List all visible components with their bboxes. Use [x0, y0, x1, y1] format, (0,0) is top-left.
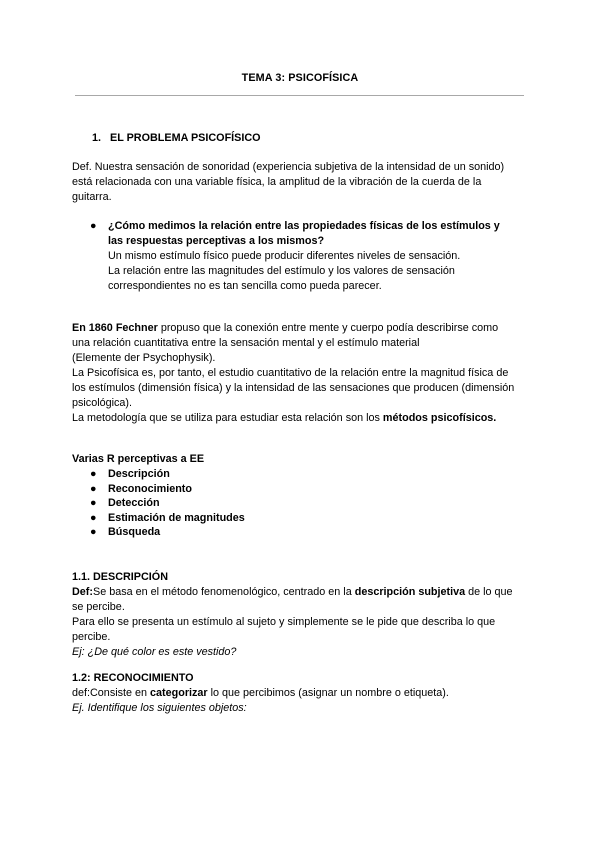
question-text: [108, 219, 528, 294]
list-item: [90, 525, 245, 540]
document-title: TEMA 3: PSICOFÍSICA: [241, 72, 359, 84]
section-1-1-line: se percibe.: [72, 601, 125, 613]
list-item: [90, 496, 245, 511]
definition-line: guitarra.: [72, 191, 112, 203]
section-1-number: 1.: [92, 132, 102, 144]
question-explanation-line: La relación entre las magnitudes del estímulo y los valores de sensación: [108, 265, 455, 277]
question-bullet-item: [90, 219, 530, 297]
fechner-line: [72, 321, 532, 336]
section-1-1-line: Para ello se presenta un estímulo al sujeto y simplemente se le pide que describa lo que: [72, 616, 496, 628]
section-1-2: [72, 671, 532, 716]
bullet-icon: ●: [90, 511, 97, 524]
horizontal-rule: [75, 95, 524, 96]
example-line: Ej. Identifique los siguientes objetos:: [72, 702, 247, 714]
list-item: [90, 467, 245, 482]
question-line: ¿Cómo medimos la relación entre las propiedades físicas de los estímulos y: [108, 220, 500, 232]
list-item-label: Estimación de magnitudes: [108, 511, 245, 524]
section-1-2-line: [72, 686, 532, 701]
section-1-1-heading: 1.1. DESCRIPCIÓN: [72, 571, 168, 583]
definition-line: Def. Nuestra sensación de sonoridad (experiencia subjetiva de la intensidad de un sonido): [72, 161, 505, 173]
fechner-line: los estímulos (dimensión física) y la intensidad de las sensaciones que producen (dimensión: [72, 382, 515, 394]
text-run: Se basa en el método fenomenológico, centrado en la: [93, 586, 355, 598]
section-1-2-heading: 1.2: RECONOCIMIENTO: [72, 672, 194, 684]
question-explanation-line: Un mismo estímulo físico puede producir diferentes niveles de sensación.: [108, 250, 461, 262]
example-line: Ej: ¿De qué color es este vestido?: [72, 646, 237, 658]
list-item: [90, 482, 245, 497]
list-item-label: Descripción: [108, 468, 170, 480]
section-1-title: EL PROBLEMA PSICOFÍSICO: [110, 132, 261, 144]
list-item-label: Detección: [108, 497, 160, 510]
section-1-1-line: [72, 585, 532, 600]
bold-term: descripción subjetiva: [354, 586, 466, 598]
fechner-bold-lead: En 1860 Fechner: [72, 322, 158, 334]
responses-heading: Varias R perceptivas a EE: [72, 453, 205, 465]
responses-list: [90, 467, 245, 540]
fechner-line: psicológica).: [72, 397, 133, 409]
bullet-icon: ●: [90, 220, 97, 232]
fechner-bold-term: métodos psicofísicos.: [382, 412, 497, 424]
list-item: [90, 511, 245, 526]
section-1-heading: [92, 132, 261, 144]
fechner-line: La Psicofísica es, por tanto, el estudio cuantitativo de la relación entre la magnitud física de: [72, 367, 509, 379]
list-item-label: Búsqueda: [108, 526, 161, 539]
section-1-1: [72, 570, 532, 660]
bullet-icon: ●: [90, 497, 97, 510]
def-label: Def:: [72, 586, 93, 598]
fechner-line: [72, 411, 532, 426]
bullet-icon: ●: [90, 526, 97, 539]
list-item-label: Reconocimiento: [108, 482, 192, 495]
bullet-icon: ●: [90, 482, 97, 495]
definition-paragraph: [72, 160, 532, 205]
text-run: de lo que: [465, 586, 513, 598]
fechner-line: (Elemente der Psychophysik).: [72, 352, 216, 364]
fechner-line-start: La metodología que se utiliza para estudiar esta relación son los: [72, 412, 383, 424]
text-run: lo que percibimos (asignar un nombre o etiqueta).: [207, 687, 449, 699]
fechner-line-rest: propuso que la conexión entre mente y cuerpo podía describirse como: [157, 322, 499, 334]
bullet-icon: ●: [90, 468, 97, 480]
bold-term: categorizar: [150, 687, 208, 699]
question-line: las respuestas perceptivas a los mismos?: [108, 235, 325, 247]
fechner-line: una relación cuantitativa entre la sensación mental y el estímulo material: [72, 337, 420, 349]
question-explanation-line: correspondientes no es tan sencilla como pueda parecer.: [108, 280, 382, 292]
fechner-paragraph: [72, 321, 532, 426]
section-1-1-line: percibe.: [72, 631, 111, 643]
text-run: def:Consiste en: [72, 687, 151, 699]
definition-line: está relacionada con una variable física, la amplitud de la vibración de la cuerda de la: [72, 176, 482, 188]
